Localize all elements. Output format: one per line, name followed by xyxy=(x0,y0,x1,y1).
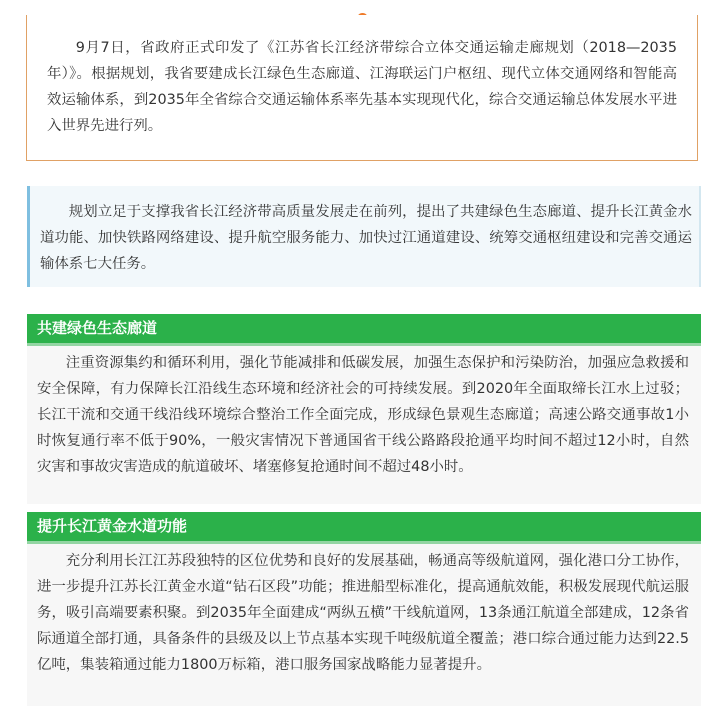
summary-paragraph: 规划立足于支撑我省长江经济带高质量发展走在前列，提出了共建绿色生态廊道、提升长江黄金水道功能、加快铁路网络建设、提升航空服务能力、加快过江通道建设、统筹交通枢纽建设和完善交通运输体系七大任务。 xyxy=(40,204,692,272)
section-body-green-corridor xyxy=(27,346,701,504)
section-title: 共建绿色生态廊道 xyxy=(37,319,158,337)
intro-paragraph: 9月7日，省政府正式印发了《江苏省长江经济带综合立体交通运输走廊规划（2018—2035年）》。根据规划，我省要建成长江绿色生态廊道、江海联运门户枢纽、现代立体交通网络和智能高效运输体系，到2035年全省综合交通运输体系率先基本实现现代化，综合交通运输总体发展水平进入世界先进行列。 xyxy=(47,40,677,134)
section-paragraph: 注重资源集约和循环利用，强化节能减排和低碳发展，加强生态保护和污染防治，加强应急救援和安全保障，有力保障长江沿线生态环境和经济社会的可持续发展。到2020年全面取缔长江水上过驳；长江干流和交通干线沿线环境综合整治工作全面完成，形成绿色景观生态廊道；高速公路交通事故1小时恢复通行率不低于90%，一般灾害情况下普通国省干线公路路段抢通平均时间不超过12小时，自然灾害和事故灾害造成的航道破坏、堵塞修复抢通时间不超过48小时。 xyxy=(37,355,689,475)
section-body-golden-waterway xyxy=(27,544,701,706)
section-title: 提升长江黄金水道功能 xyxy=(37,517,188,535)
section-paragraph: 充分利用长江江苏段独特的区位优势和良好的发展基础，畅通高等级航道网，强化港口分工协作，进一步提升江苏长江黄金水道“钻石区段”功能；推进船型标准化，提高通航效能，积极发展现代航运服务，吸引高端要素积聚。到2035年全面建成“两纵五横”干线航道网，13条通江航道全部建成，12条省际通道全部打通，具备条件的县级及以上节点基本实现千吨级航道全覆盖；港口综合通过能力达到22.5亿吨，集装箱通过能力1800万标箱，港口服务国家战略能力显著提升。 xyxy=(37,553,689,673)
summary-card xyxy=(27,186,701,287)
section-header-green-corridor xyxy=(27,314,701,346)
section-header-golden-waterway xyxy=(27,512,701,544)
intro-card xyxy=(26,15,698,161)
